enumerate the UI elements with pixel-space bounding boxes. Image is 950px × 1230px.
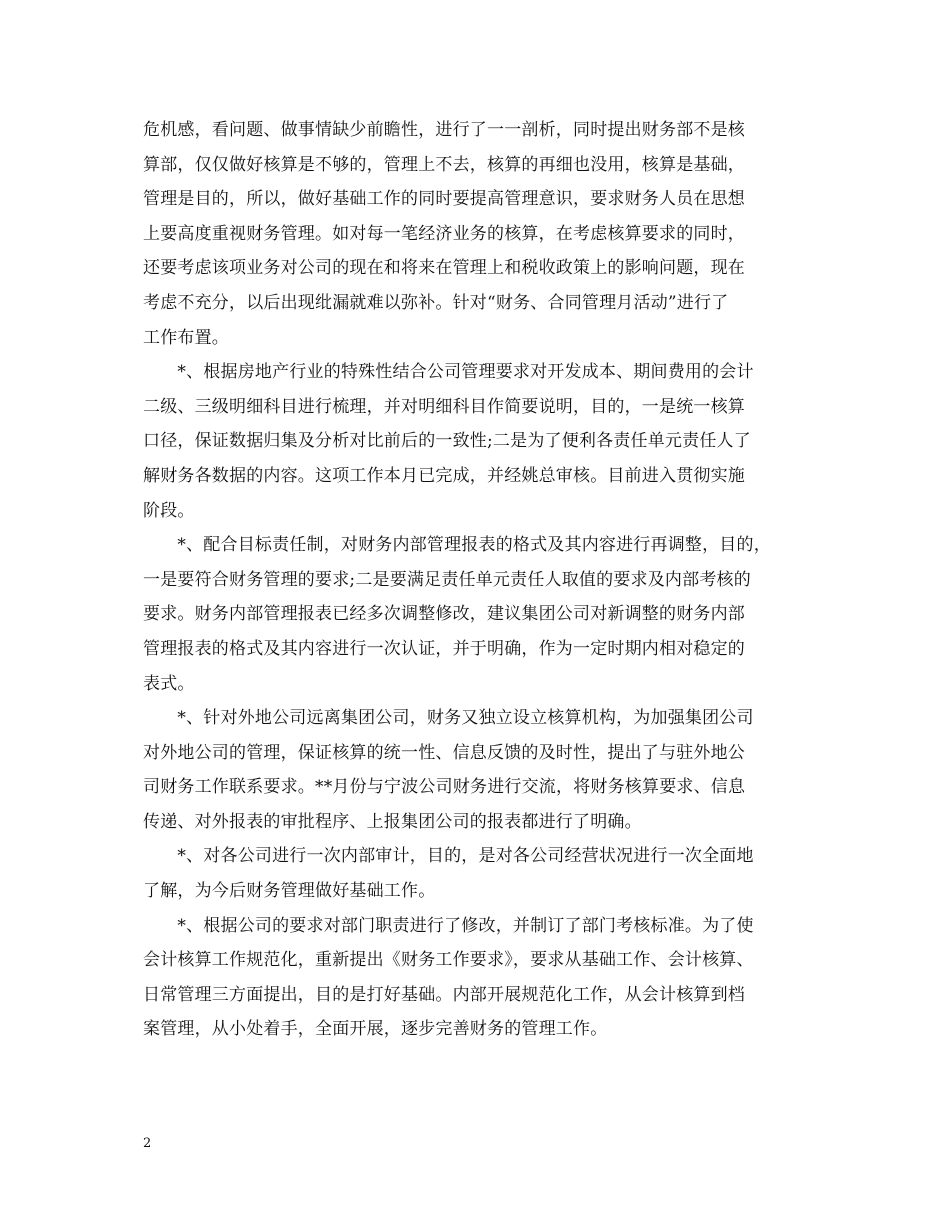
text-line: 了解，为今后财务管理做好基础工作。: [143, 881, 436, 902]
text-line: *、根据房地产行业的特殊性结合公司管理要求对开发成本、期间费用的会计: [143, 362, 754, 383]
text-line: 一是要符合财务管理的要求;二是要满足责任单元责任人取值的要求及内部考核的: [143, 569, 751, 590]
text-line: 案管理，从小处着手，全面开展，逐步完善财务的管理工作。: [143, 1019, 608, 1040]
text-line: 算部，仅仅做好核算是不够的，管理上不去，核算的再细也没用，核算是基础，: [143, 154, 745, 175]
text-line: 阶段。: [143, 500, 195, 521]
text-line: *、针对外地公司远离集团公司，财务又独立设立核算机构，为加强集团公司: [143, 708, 754, 729]
text-line: *、根据公司的要求对部门职责进行了修改，并制订了部门考核标准。为了使: [143, 915, 754, 936]
text-line: 对外地公司的管理，保证核算的统一性、信息反馈的及时性，提出了与驻外地公: [143, 742, 745, 763]
text-line: 二级、三级明细科目进行梳理，并对明细科目作简要说明，目的，一是统一核算: [143, 396, 745, 417]
text-line: 要求。财务内部管理报表已经多次调整修改，建议集团公司对新调整的财务内部: [143, 604, 745, 625]
text-line: 还要考虑该项业务对公司的现在和将来在管理上和税收政策上的影响问题，现在: [143, 258, 745, 279]
text-line: *、对各公司进行一次内部审计，目的，是对各公司经营状况进行一次全面地: [143, 846, 754, 867]
text-line: 解财务各数据的内容。这项工作本月已完成，并经姚总审核。目前进入贯彻实施: [143, 465, 745, 486]
text-line: 表式。: [143, 673, 195, 694]
text-line: 管理报表的格式及其内容进行一次认证，并于明确，作为一定时期内相对稳定的: [143, 638, 745, 659]
page-number: 2: [143, 1136, 152, 1151]
text-line: 日常管理三方面提出，目的是打好基础。内部开展规范化工作，从会计核算到档: [143, 984, 745, 1005]
text-line: 会计核算工作规范化，重新提出《财务工作要求》，要求从基础工作、会计核算、: [143, 950, 754, 971]
text-line: *、配合目标责任制，对财务内部管理报表的格式及其内容进行再调整，目的，: [143, 535, 771, 556]
text-line: 传递、对外报表的审批程序、上报集团公司的报表都进行了明确。: [143, 811, 642, 832]
text-line: 管理是目的，所以，做好基础工作的同时要提高管理意识，要求财务人员在思想: [143, 189, 745, 210]
text-line: 危机感，看问题、做事情缺少前瞻性，进行了一一剖析，同时提出财务部不是核: [143, 120, 745, 140]
text-line: 口径，保证数据归集及分析对比前后的一致性;二是为了便利各责任单元责任人了: [143, 431, 751, 452]
text-line: 司财务工作联系要求。**月份与宁波公司财务进行交流，将财务核算要求、信息: [143, 777, 746, 798]
body-text: [143, 113, 823, 1047]
text-line: 考虑不充分，以后出现纰漏就难以弥补。针对“财务、合同管理月活动”进行了: [143, 292, 729, 313]
text-line: 工作布置。: [143, 327, 229, 348]
text-line: 上要高度重视财务管理。如对每一笔经济业务的核算，在考虑核算要求的同时，: [143, 223, 745, 244]
